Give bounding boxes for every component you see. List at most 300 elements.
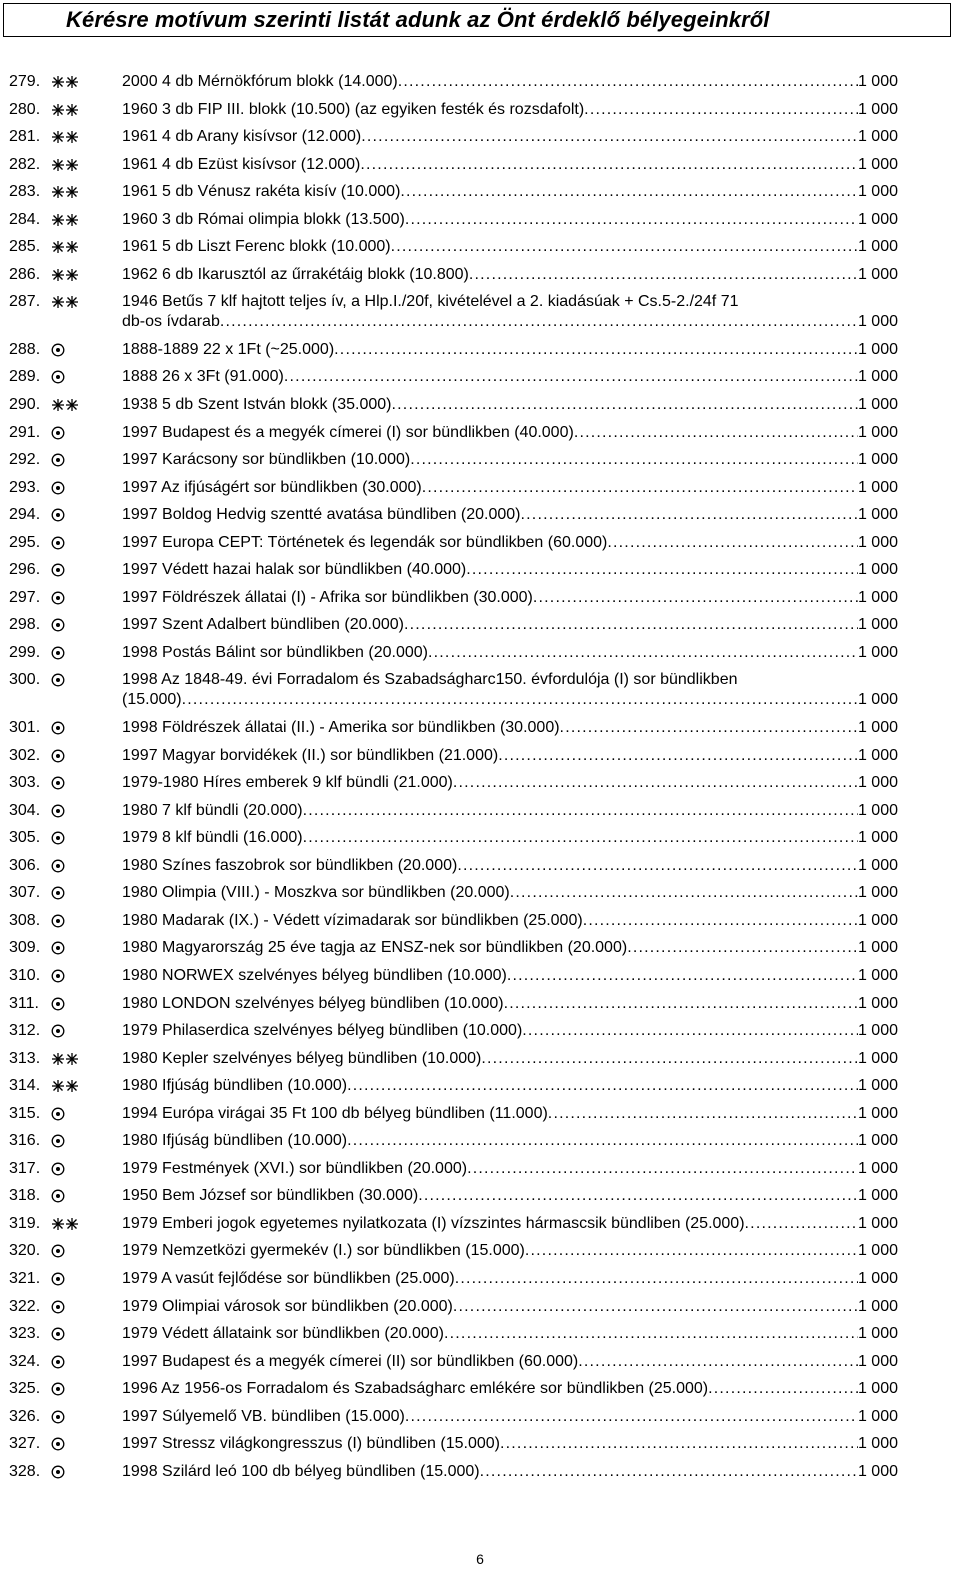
- item-number: 296.: [9, 561, 41, 579]
- item-price: 1 000: [857, 183, 898, 201]
- list-item: [0, 100, 960, 120]
- item-description: [122, 560, 898, 580]
- dot-leader: [522, 1021, 858, 1041]
- item-number: 289.: [9, 368, 41, 386]
- item-price: 1 000: [857, 884, 898, 902]
- item-number: 306.: [9, 856, 41, 874]
- dot-leader: [583, 911, 858, 931]
- list-item: [0, 1214, 960, 1234]
- item-price: 1 000: [857, 1435, 898, 1453]
- item-price: 1 000: [857, 423, 898, 441]
- used-icon: [51, 370, 69, 384]
- item-price: 1 000: [857, 1352, 898, 1370]
- item-number: 315.: [9, 1104, 41, 1122]
- item-text: 1996 Az 1956-os Forradalom és Szabadságharc emlékére sor bündlikben (25.000): [122, 1380, 709, 1398]
- item-text: 1946 Betűs 7 klf hajtott teljes ív, a Hlp.I./20f, kivételével a 2. kiadásúak + Cs.5-2./24f 71: [122, 293, 739, 311]
- page-title: Kérésre motívum szerinti listát adunk az Önt érdeklő bélyegeinkről: [66, 7, 770, 32]
- item-number: 280.: [9, 100, 41, 118]
- dot-leader: [360, 155, 858, 175]
- item-description: [122, 478, 898, 498]
- mint-icon: [51, 295, 69, 309]
- item-number: 281.: [9, 128, 41, 146]
- used-icon: [51, 646, 69, 660]
- used-icon: [51, 1355, 69, 1369]
- dot-leader: [334, 340, 858, 360]
- used-icon: [51, 426, 69, 440]
- item-price: 1 000: [857, 1380, 898, 1398]
- mint-icon: [51, 130, 69, 144]
- item-number: 288.: [9, 340, 41, 358]
- dot-leader: [347, 1131, 858, 1151]
- list-item: [0, 560, 960, 580]
- dot-leader: [607, 533, 858, 553]
- used-icon: [51, 721, 69, 735]
- list-item: [0, 1297, 960, 1317]
- dot-leader: [481, 1049, 858, 1069]
- used-icon: [51, 969, 69, 983]
- item-price: 1 000: [857, 719, 898, 737]
- item-number: 308.: [9, 911, 41, 929]
- item-description: [122, 746, 898, 766]
- item-text: 1979 Philaserdica szelvényes bélyeg bündliben (10.000): [122, 1022, 523, 1040]
- list-item: [0, 210, 960, 230]
- dot-leader: [444, 1324, 858, 1344]
- item-price: 1 000: [857, 911, 898, 929]
- item-number: 285.: [9, 238, 41, 256]
- item-text: 1997 Az ifjúságért sor bündlikben (30.000): [122, 478, 422, 496]
- item-text: 1997 Súlyemelő VB. bündliben (15.000): [122, 1407, 405, 1425]
- item-description: [122, 1131, 898, 1151]
- item-number: 300.: [9, 671, 41, 689]
- item-text: 1950 Bem József sor bündlikben (30.000): [122, 1187, 419, 1205]
- item-text: 1997 Magyar borvidékek (II.) sor bündlikben (21.000): [122, 746, 499, 764]
- item-description: [122, 1021, 898, 1041]
- list-item: [0, 1379, 960, 1399]
- list-item: [0, 127, 960, 147]
- dot-leader: [504, 994, 858, 1014]
- item-description: [122, 883, 898, 903]
- stamp-list: [0, 72, 960, 1489]
- used-icon: [51, 673, 69, 687]
- item-text: 1997 Karácsony sor bündlikben (10.000): [122, 451, 411, 469]
- item-description: [122, 127, 898, 147]
- list-item: [0, 450, 960, 470]
- dot-leader: [453, 773, 858, 793]
- used-icon: [51, 563, 69, 577]
- item-description: [122, 615, 898, 635]
- item-text: 1980 Kepler szelvényes bélyeg bündliben (10.000): [122, 1049, 482, 1067]
- item-description: [122, 340, 898, 360]
- list-item: [0, 505, 960, 525]
- item-number: 283.: [9, 183, 41, 201]
- item-description: [122, 265, 898, 285]
- dot-leader: [533, 588, 858, 608]
- item-text: 1997 Védett hazai halak sor bündlikben (40.000): [122, 561, 467, 579]
- item-price: 1 000: [857, 1407, 898, 1425]
- used-icon: [51, 804, 69, 818]
- item-description: [122, 670, 898, 710]
- item-price: 1 000: [857, 1022, 898, 1040]
- item-description: [122, 1159, 898, 1179]
- list-item: [0, 588, 960, 608]
- dot-leader: [428, 643, 858, 663]
- item-text: 1980 NORWEX szelvényes bélyeg bündliben (10.000): [122, 966, 507, 984]
- list-item: [0, 1021, 960, 1041]
- item-price: 1 000: [857, 829, 898, 847]
- list-item: [0, 1159, 960, 1179]
- list-item: [0, 856, 960, 876]
- dot-leader: [303, 828, 858, 848]
- item-number: 319.: [9, 1214, 41, 1232]
- dot-leader: [498, 746, 858, 766]
- item-text: 1979-1980 Híres emberek 9 klf bündli (21.000): [122, 774, 453, 792]
- item-price: 1 000: [857, 994, 898, 1012]
- item-description: [122, 588, 898, 608]
- dot-leader: [500, 1434, 858, 1454]
- used-icon: [51, 1327, 69, 1341]
- item-description: [122, 828, 898, 848]
- item-number: 292.: [9, 451, 41, 469]
- item-price: 1 000: [857, 643, 898, 661]
- dot-leader: [284, 367, 858, 387]
- item-text: 1980 Madarak (IX.) - Védett vízimadarak sor bündlikben (25.000): [122, 911, 583, 929]
- dot-leader: [560, 718, 858, 738]
- item-description: [122, 1104, 898, 1124]
- used-icon: [51, 886, 69, 900]
- item-text: 1960 3 db Római olimpia blokk (13.500): [122, 210, 405, 228]
- dot-leader: [467, 1159, 858, 1179]
- item-price: 1 000: [857, 939, 898, 957]
- item-description: [122, 450, 898, 470]
- item-number: 299.: [9, 643, 41, 661]
- dot-leader: [398, 72, 858, 92]
- used-icon: [51, 1437, 69, 1451]
- list-item: [0, 670, 960, 710]
- used-icon: [51, 1162, 69, 1176]
- item-number: 290.: [9, 396, 41, 414]
- item-number: 286.: [9, 265, 41, 283]
- used-icon: [51, 618, 69, 632]
- item-price: 1 000: [857, 1242, 898, 1260]
- used-icon: [51, 941, 69, 955]
- list-item: [0, 1049, 960, 1069]
- item-price: 1 000: [857, 1462, 898, 1480]
- item-text: 2000 4 db Mérnökfórum blokk (14.000): [122, 73, 398, 90]
- item-description: [122, 72, 898, 92]
- item-text: 1980 Magyarország 25 éve tagja az ENSZ-nek sor bündlikben (20.000): [122, 939, 628, 957]
- item-price: 1 000: [857, 856, 898, 874]
- item-number: 304.: [9, 801, 41, 819]
- dot-leader: [392, 395, 858, 415]
- item-price: 1 000: [857, 73, 898, 90]
- list-item: [0, 1462, 960, 1482]
- item-number: 321.: [9, 1269, 41, 1287]
- item-description: [122, 911, 898, 931]
- item-number: 291.: [9, 423, 41, 441]
- item-text: 1979 Olimpiai városok sor bündlikben (20.000): [122, 1297, 453, 1315]
- used-icon: [51, 1107, 69, 1121]
- dot-leader: [410, 450, 858, 470]
- item-text: 1997 Szent Adalbert bündliben (20.000): [122, 616, 404, 634]
- used-icon: [51, 914, 69, 928]
- used-icon: [51, 776, 69, 790]
- item-description: [122, 1434, 898, 1454]
- dot-leader: [466, 560, 858, 580]
- list-item: [0, 1131, 960, 1151]
- item-number: 310.: [9, 966, 41, 984]
- item-text: 1938 5 db Szent István blokk (35.000): [122, 396, 392, 414]
- item-text: 1997 Stressz világkongresszus (I) bündliben (15.000): [122, 1435, 500, 1453]
- item-text: 1980 Színes faszobrok sor bündlikben (20.000): [122, 856, 458, 874]
- list-item: [0, 182, 960, 202]
- item-number: 307.: [9, 884, 41, 902]
- list-item: [0, 423, 960, 443]
- dot-leader: [400, 182, 858, 202]
- used-icon: [51, 343, 69, 357]
- item-description: [122, 1324, 898, 1344]
- item-text: 1998 Az 1848-49. évi Forradalom és Szabadságharc150. évfordulója (I) sor bündlikben: [122, 671, 738, 689]
- used-icon: [51, 1410, 69, 1424]
- item-text: 1961 4 db Ezüst kisívsor (12.000): [122, 155, 361, 173]
- item-number: 320.: [9, 1242, 41, 1260]
- used-icon: [51, 859, 69, 873]
- item-text: 1979 A vasút fejlődése sor bündlikben (25.000): [122, 1269, 455, 1287]
- item-price: 1 000: [857, 616, 898, 634]
- item-price: 1 000: [857, 100, 898, 118]
- item-number: 293.: [9, 478, 41, 496]
- used-icon: [51, 997, 69, 1011]
- item-price: 1 000: [857, 801, 898, 819]
- list-item: [0, 938, 960, 958]
- item-text: 1979 Festmények (XVI.) sor bündlikben (20.000): [122, 1159, 468, 1177]
- dot-leader: [469, 265, 858, 285]
- item-text: 1979 Emberi jogok egyetemes nyilatkozata (I) vízszintes hármascsik bündliben (25.000): [122, 1214, 745, 1232]
- item-description: [122, 182, 898, 202]
- item-text-continued: db-os ívdarab: [122, 313, 220, 331]
- list-item: [0, 1104, 960, 1124]
- list-item: [0, 265, 960, 285]
- item-price: 1 000: [857, 1132, 898, 1150]
- item-description: [122, 395, 898, 415]
- mint-icon: [51, 1079, 69, 1093]
- dot-leader: [455, 1269, 858, 1289]
- item-number: 327.: [9, 1435, 41, 1453]
- item-text-continued: (15.000): [122, 691, 182, 709]
- item-text: 1994 Európa virágai 35 Ft 100 db bélyeg bündliben (11.000): [122, 1104, 548, 1122]
- list-item: [0, 718, 960, 738]
- item-text: 1998 Földrészek állatai (II.) - Amerika sor bündlikben (30.000): [122, 719, 560, 737]
- list-item: [0, 1434, 960, 1454]
- list-item: [0, 1241, 960, 1261]
- item-description: [122, 292, 898, 332]
- item-price: 1 000: [857, 1269, 898, 1287]
- item-price: 1 000: [857, 238, 898, 256]
- list-item: [0, 1324, 960, 1344]
- item-description: [122, 1407, 898, 1427]
- mint-icon: [51, 1052, 69, 1066]
- item-number: 325.: [9, 1380, 41, 1398]
- list-item: [0, 155, 960, 175]
- item-description: [122, 1269, 898, 1289]
- list-item: [0, 746, 960, 766]
- list-item: [0, 340, 960, 360]
- item-number: 314.: [9, 1077, 41, 1095]
- list-item: [0, 1407, 960, 1427]
- item-description: [122, 1049, 898, 1069]
- mint-icon: [51, 1217, 69, 1231]
- dot-leader: [510, 883, 858, 903]
- item-number: 318.: [9, 1187, 41, 1205]
- dot-leader: [418, 1186, 858, 1206]
- item-description: [122, 423, 898, 443]
- mint-icon: [51, 213, 69, 227]
- list-item: [0, 1352, 960, 1372]
- item-number: 312.: [9, 1022, 41, 1040]
- item-price: 1 000: [857, 1214, 898, 1232]
- dot-leader: [578, 1352, 858, 1372]
- item-number: 317.: [9, 1159, 41, 1177]
- item-number: 298.: [9, 616, 41, 634]
- item-number: 311.: [9, 994, 39, 1012]
- item-price: 1 000: [857, 1077, 898, 1095]
- dot-leader: [391, 237, 858, 257]
- list-item: [0, 237, 960, 257]
- dot-leader: [422, 478, 858, 498]
- item-description: [122, 237, 898, 257]
- mint-icon: [51, 268, 69, 282]
- item-price: 1 000: [857, 1104, 898, 1122]
- item-price: 1 000: [857, 478, 898, 496]
- item-description: [122, 155, 898, 175]
- mint-icon: [51, 240, 69, 254]
- item-number: 303.: [9, 774, 41, 792]
- item-text: 1997 Földrészek állatai (I) - Afrika sor bündlikben (30.000): [122, 588, 533, 606]
- item-description: [122, 533, 898, 553]
- item-price: 1 000: [857, 746, 898, 764]
- item-description: [122, 1352, 898, 1372]
- mint-icon: [51, 398, 69, 412]
- item-price: 1 000: [857, 396, 898, 414]
- item-number: 305.: [9, 829, 41, 847]
- item-text: 1997 Boldog Hedvig szentté avatása bündliben (20.000): [122, 506, 521, 524]
- item-price: 1 000: [857, 1049, 898, 1067]
- dot-leader: [457, 856, 858, 876]
- used-icon: [51, 1134, 69, 1148]
- item-price: 1 000: [857, 561, 898, 579]
- list-item: [0, 773, 960, 793]
- item-text: 1960 3 db FIP III. blokk (10.500) (az egyiken festék és rozsdafolt): [122, 100, 585, 118]
- item-price: 1 000: [857, 588, 898, 606]
- item-text: 1980 Ifjúság bündliben (10.000): [122, 1077, 348, 1095]
- dot-leader: [507, 966, 858, 986]
- used-icon: [51, 1382, 69, 1396]
- item-number: 302.: [9, 746, 41, 764]
- list-item: [0, 1269, 960, 1289]
- used-icon: [51, 1244, 69, 1258]
- item-number: 279.: [9, 73, 41, 90]
- used-icon: [51, 508, 69, 522]
- item-description: [122, 1076, 898, 1096]
- used-icon: [51, 453, 69, 467]
- list-item: [0, 643, 960, 663]
- page-number: 6: [476, 1551, 484, 1567]
- item-description: [122, 367, 898, 387]
- mint-icon: [51, 75, 69, 89]
- dot-leader: [480, 1462, 858, 1482]
- item-price: 1 000: [857, 340, 898, 358]
- item-number: 328.: [9, 1462, 41, 1480]
- item-number: 297.: [9, 588, 41, 606]
- item-text: 1998 Szilárd leó 100 db bélyeg bündliben (15.000): [122, 1462, 480, 1480]
- list-item: [0, 828, 960, 848]
- list-item: [0, 478, 960, 498]
- item-text: 1980 7 klf bündli (20.000): [122, 801, 303, 819]
- item-price: 1 000: [857, 1325, 898, 1343]
- item-description: [122, 210, 898, 230]
- list-item: [0, 966, 960, 986]
- item-text: 1980 LONDON szelvényes bélyeg bündliben (10.000): [122, 994, 504, 1012]
- dot-leader: [405, 1407, 858, 1427]
- used-icon: [51, 1300, 69, 1314]
- item-price: 1 000: [857, 210, 898, 228]
- list-item: [0, 615, 960, 635]
- used-icon: [51, 481, 69, 495]
- list-item: [0, 395, 960, 415]
- item-number: 323.: [9, 1325, 41, 1343]
- item-number: 294.: [9, 506, 41, 524]
- header-banner: [3, 3, 951, 37]
- dot-leader: [708, 1379, 858, 1399]
- item-price: 1 000: [857, 265, 898, 283]
- list-item: [0, 1186, 960, 1206]
- dot-leader: [182, 690, 858, 710]
- item-text: 1979 Védett állataink sor bündlikben (20.000): [122, 1325, 444, 1343]
- item-description: [122, 773, 898, 793]
- item-number: 309.: [9, 939, 41, 957]
- used-icon: [51, 536, 69, 550]
- item-text: 1997 Budapest és a megyék címerei (I) sor bündlikben (40.000): [122, 423, 574, 441]
- item-description: [122, 1297, 898, 1317]
- item-text: 1962 6 db Ikarusztól az űrrakétáig blokk (10.800): [122, 265, 469, 283]
- dot-leader: [220, 312, 858, 332]
- item-text: 1998 Postás Bálint sor bündlikben (20.000): [122, 643, 428, 661]
- dot-leader: [525, 1241, 858, 1261]
- dot-leader: [347, 1076, 858, 1096]
- item-number: 284.: [9, 210, 41, 228]
- dot-leader: [303, 801, 858, 821]
- dot-leader: [453, 1297, 858, 1317]
- list-item: [0, 292, 960, 332]
- item-text: 1888 26 x 3Ft (91.000): [122, 368, 284, 386]
- item-price: 1 000: [857, 774, 898, 792]
- item-price: 1 000: [857, 1159, 898, 1177]
- item-number: 322.: [9, 1297, 41, 1315]
- dot-leader: [627, 938, 858, 958]
- list-item: [0, 883, 960, 903]
- item-description: [122, 1379, 898, 1399]
- list-item: [0, 994, 960, 1014]
- dot-leader: [405, 210, 858, 230]
- item-text: 1961 5 db Vénusz rakéta kisív (10.000): [122, 183, 401, 201]
- item-number: 313.: [9, 1049, 41, 1067]
- dot-leader: [745, 1214, 858, 1234]
- item-price: 1 000: [857, 533, 898, 551]
- item-price: 1 000: [857, 1187, 898, 1205]
- list-item: [0, 533, 960, 553]
- used-icon: [51, 591, 69, 605]
- item-price: 1 000: [857, 451, 898, 469]
- list-item: [0, 1076, 960, 1096]
